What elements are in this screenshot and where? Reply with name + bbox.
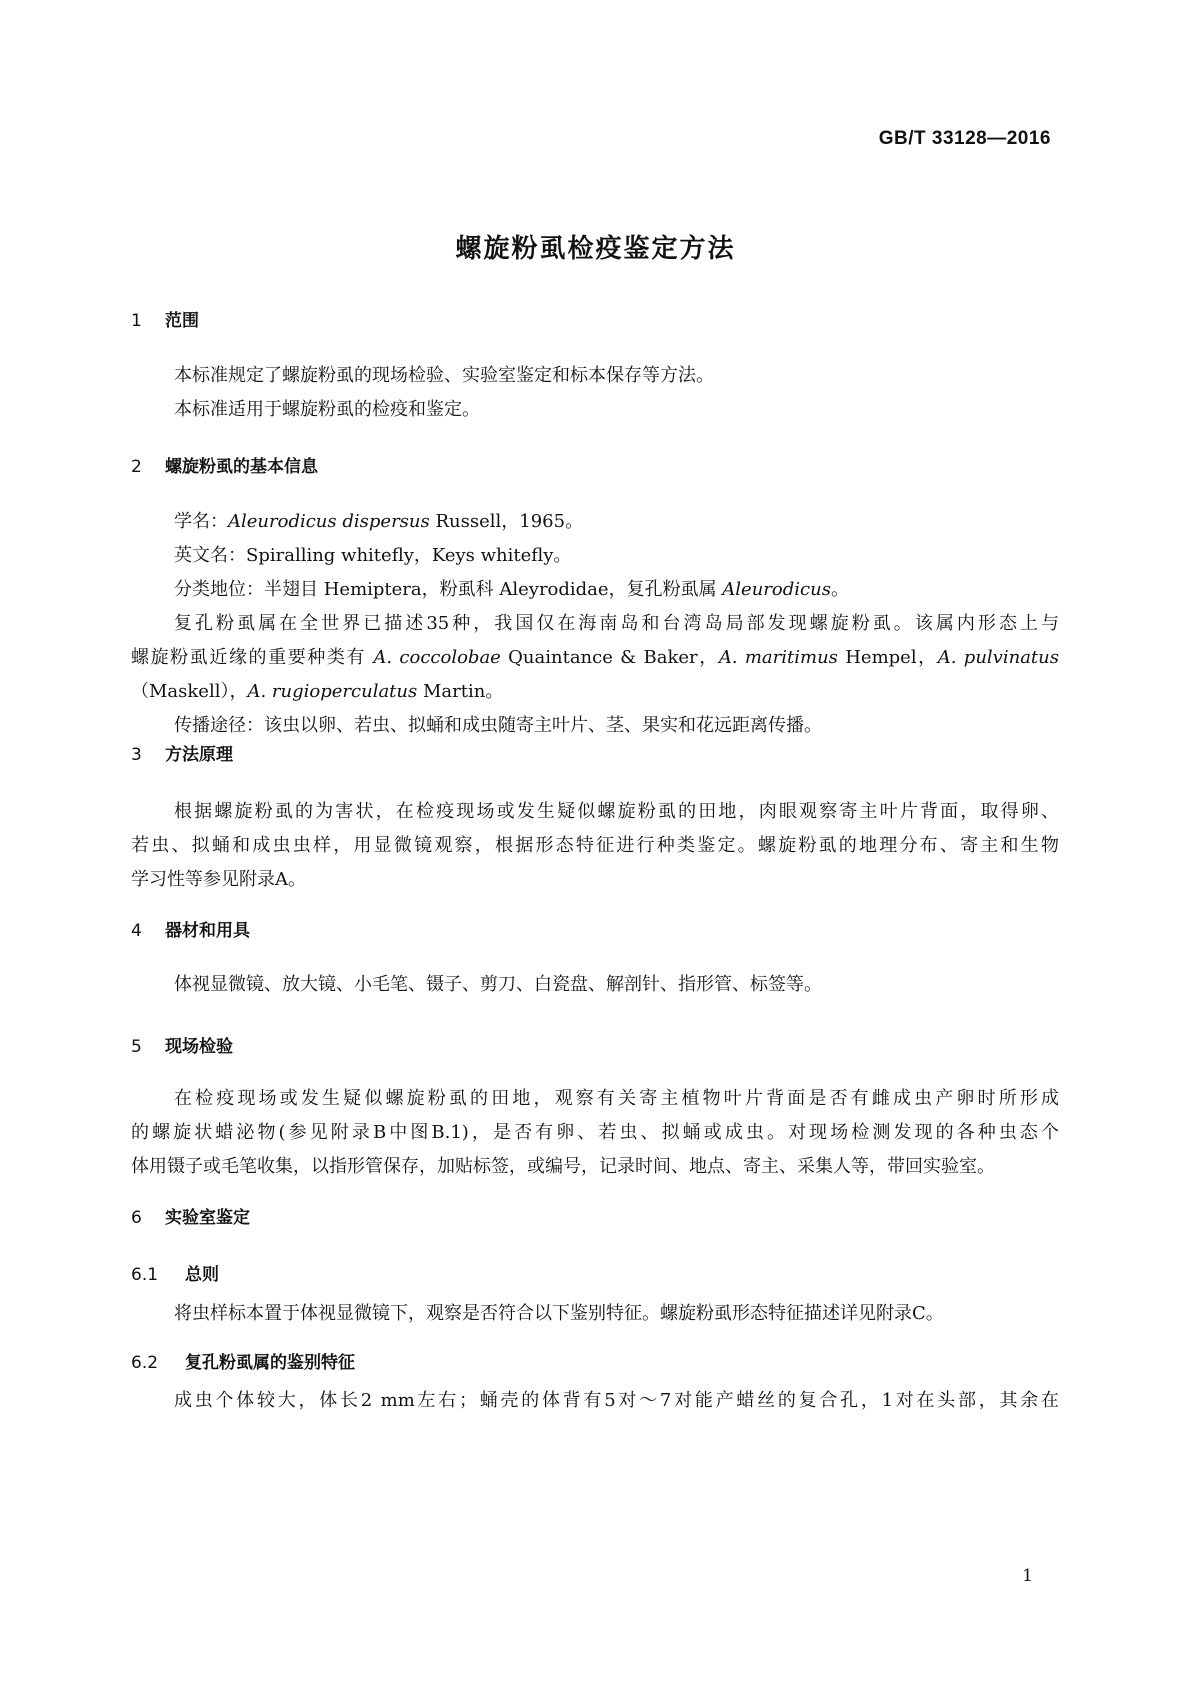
english-name: 英文名：Spiralling whitefly，Keys whitefly。	[174, 545, 572, 566]
paragraph: 本标准适用于螺旋粉虱的检疫和鉴定。	[174, 399, 480, 420]
section-title: 螺旋粉虱的基本信息	[165, 457, 318, 477]
scientific-name: 学名：Aleurodicus dispersus Russell，1965。	[174, 511, 584, 532]
paragraph: 体视显微镜、放大镜、小毛笔、镊子、剪刀、白瓷盘、解剖针、指形管、标签等。	[174, 974, 822, 995]
section-number: 1	[131, 311, 142, 331]
section-2-body	[131, 505, 1059, 743]
section-number: 5	[131, 1037, 142, 1057]
section-3-body	[131, 795, 1059, 897]
section-4-heading	[131, 916, 250, 941]
section-3-heading	[131, 740, 233, 765]
paragraph: 螺旋粉虱近缘的重要种类有 A. coccolobae Quaintance & Baker，A. maritimus Hempel，A. pulvinatus	[131, 647, 1059, 668]
section-title: 现场检验	[165, 1037, 233, 1057]
paragraph: 成虫个体较大，体长2 mm左右；蛹壳的体背有5对～7对能产蜡丝的复合孔，1对在头部，其余在	[174, 1390, 1059, 1411]
standard-code: GB/T 33128—2016	[878, 128, 1051, 149]
section-2-heading	[131, 452, 318, 477]
section-5-heading	[131, 1032, 233, 1057]
section-number: 4	[131, 921, 142, 941]
section-1-heading	[131, 306, 199, 331]
section-1-body	[131, 359, 1059, 427]
paragraph: 根据螺旋粉虱的为害状，在检疫现场或发生疑似螺旋粉虱的田地，肉眼观察寄主叶片背面，取得卵、	[174, 801, 1059, 822]
section-6-1-heading	[131, 1260, 219, 1285]
paragraph: 体用镊子或毛笔收集，以指形管保存，加贴标签，或编号，记录时间、地点、寄主、采集人等，带回实验室。	[131, 1156, 995, 1177]
paragraph: 学习性等参见附录A。	[131, 869, 306, 890]
page-number: 1	[1022, 1566, 1033, 1586]
paragraph: 复孔粉虱属在全世界已描述35种，我国仅在海南岛和台湾岛局部发现螺旋粉虱。该属内形态上与	[174, 613, 1059, 634]
paragraph: 在检疫现场或发生疑似螺旋粉虱的田地，观察有关寄主植物叶片背面是否有雌成虫产卵时所形成	[174, 1088, 1059, 1109]
paragraph: 将虫样标本置于体视显微镜下，观察是否符合以下鉴别特征。螺旋粉虱形态特征描述详见附录C。	[174, 1303, 944, 1324]
section-6-2-heading	[131, 1348, 355, 1373]
section-title: 实验室鉴定	[165, 1208, 250, 1228]
section-title: 方法原理	[165, 745, 233, 765]
taxonomy: 分类地位：半翅目 Hemiptera，粉虱科 Aleyrodidae，复孔粉虱属 Aleurodicus。	[174, 579, 849, 600]
section-number: 6.1	[131, 1265, 159, 1285]
section-5-body	[131, 1082, 1059, 1184]
document-title: 螺旋粉虱检疫鉴定方法	[455, 234, 736, 264]
section-6-heading	[131, 1203, 250, 1228]
paragraph: 的螺旋状蜡泌物(参见附录B中图B.1)，是否有卵、若虫、拟蛹或成虫。对现场检测发现的各种虫态个	[131, 1122, 1059, 1143]
section-title: 器材和用具	[165, 921, 250, 941]
section-4-body	[131, 968, 1059, 1002]
section-6-1-body	[131, 1297, 1059, 1331]
section-number: 6.2	[131, 1353, 159, 1373]
paragraph: 传播途径：该虫以卵、若虫、拟蛹和成虫随寄主叶片、茎、果实和花远距离传播。	[174, 715, 822, 736]
paragraph: 本标准规定了螺旋粉虱的现场检验、实验室鉴定和标本保存等方法。	[174, 365, 714, 386]
section-title: 总则	[185, 1265, 219, 1285]
paragraph: 若虫、拟蛹和成虫虫样，用显微镜观察，根据形态特征进行种类鉴定。螺旋粉虱的地理分布、寄主和生物	[131, 835, 1059, 856]
paragraph: （Maskell），A. rugioperculatus Martin。	[131, 681, 504, 702]
section-6-2-body	[131, 1384, 1059, 1418]
section-number: 3	[131, 745, 142, 765]
section-number: 6	[131, 1208, 142, 1228]
section-title: 复孔粉虱属的鉴别特征	[185, 1353, 355, 1373]
section-number: 2	[131, 457, 142, 477]
section-title: 范围	[165, 311, 199, 331]
